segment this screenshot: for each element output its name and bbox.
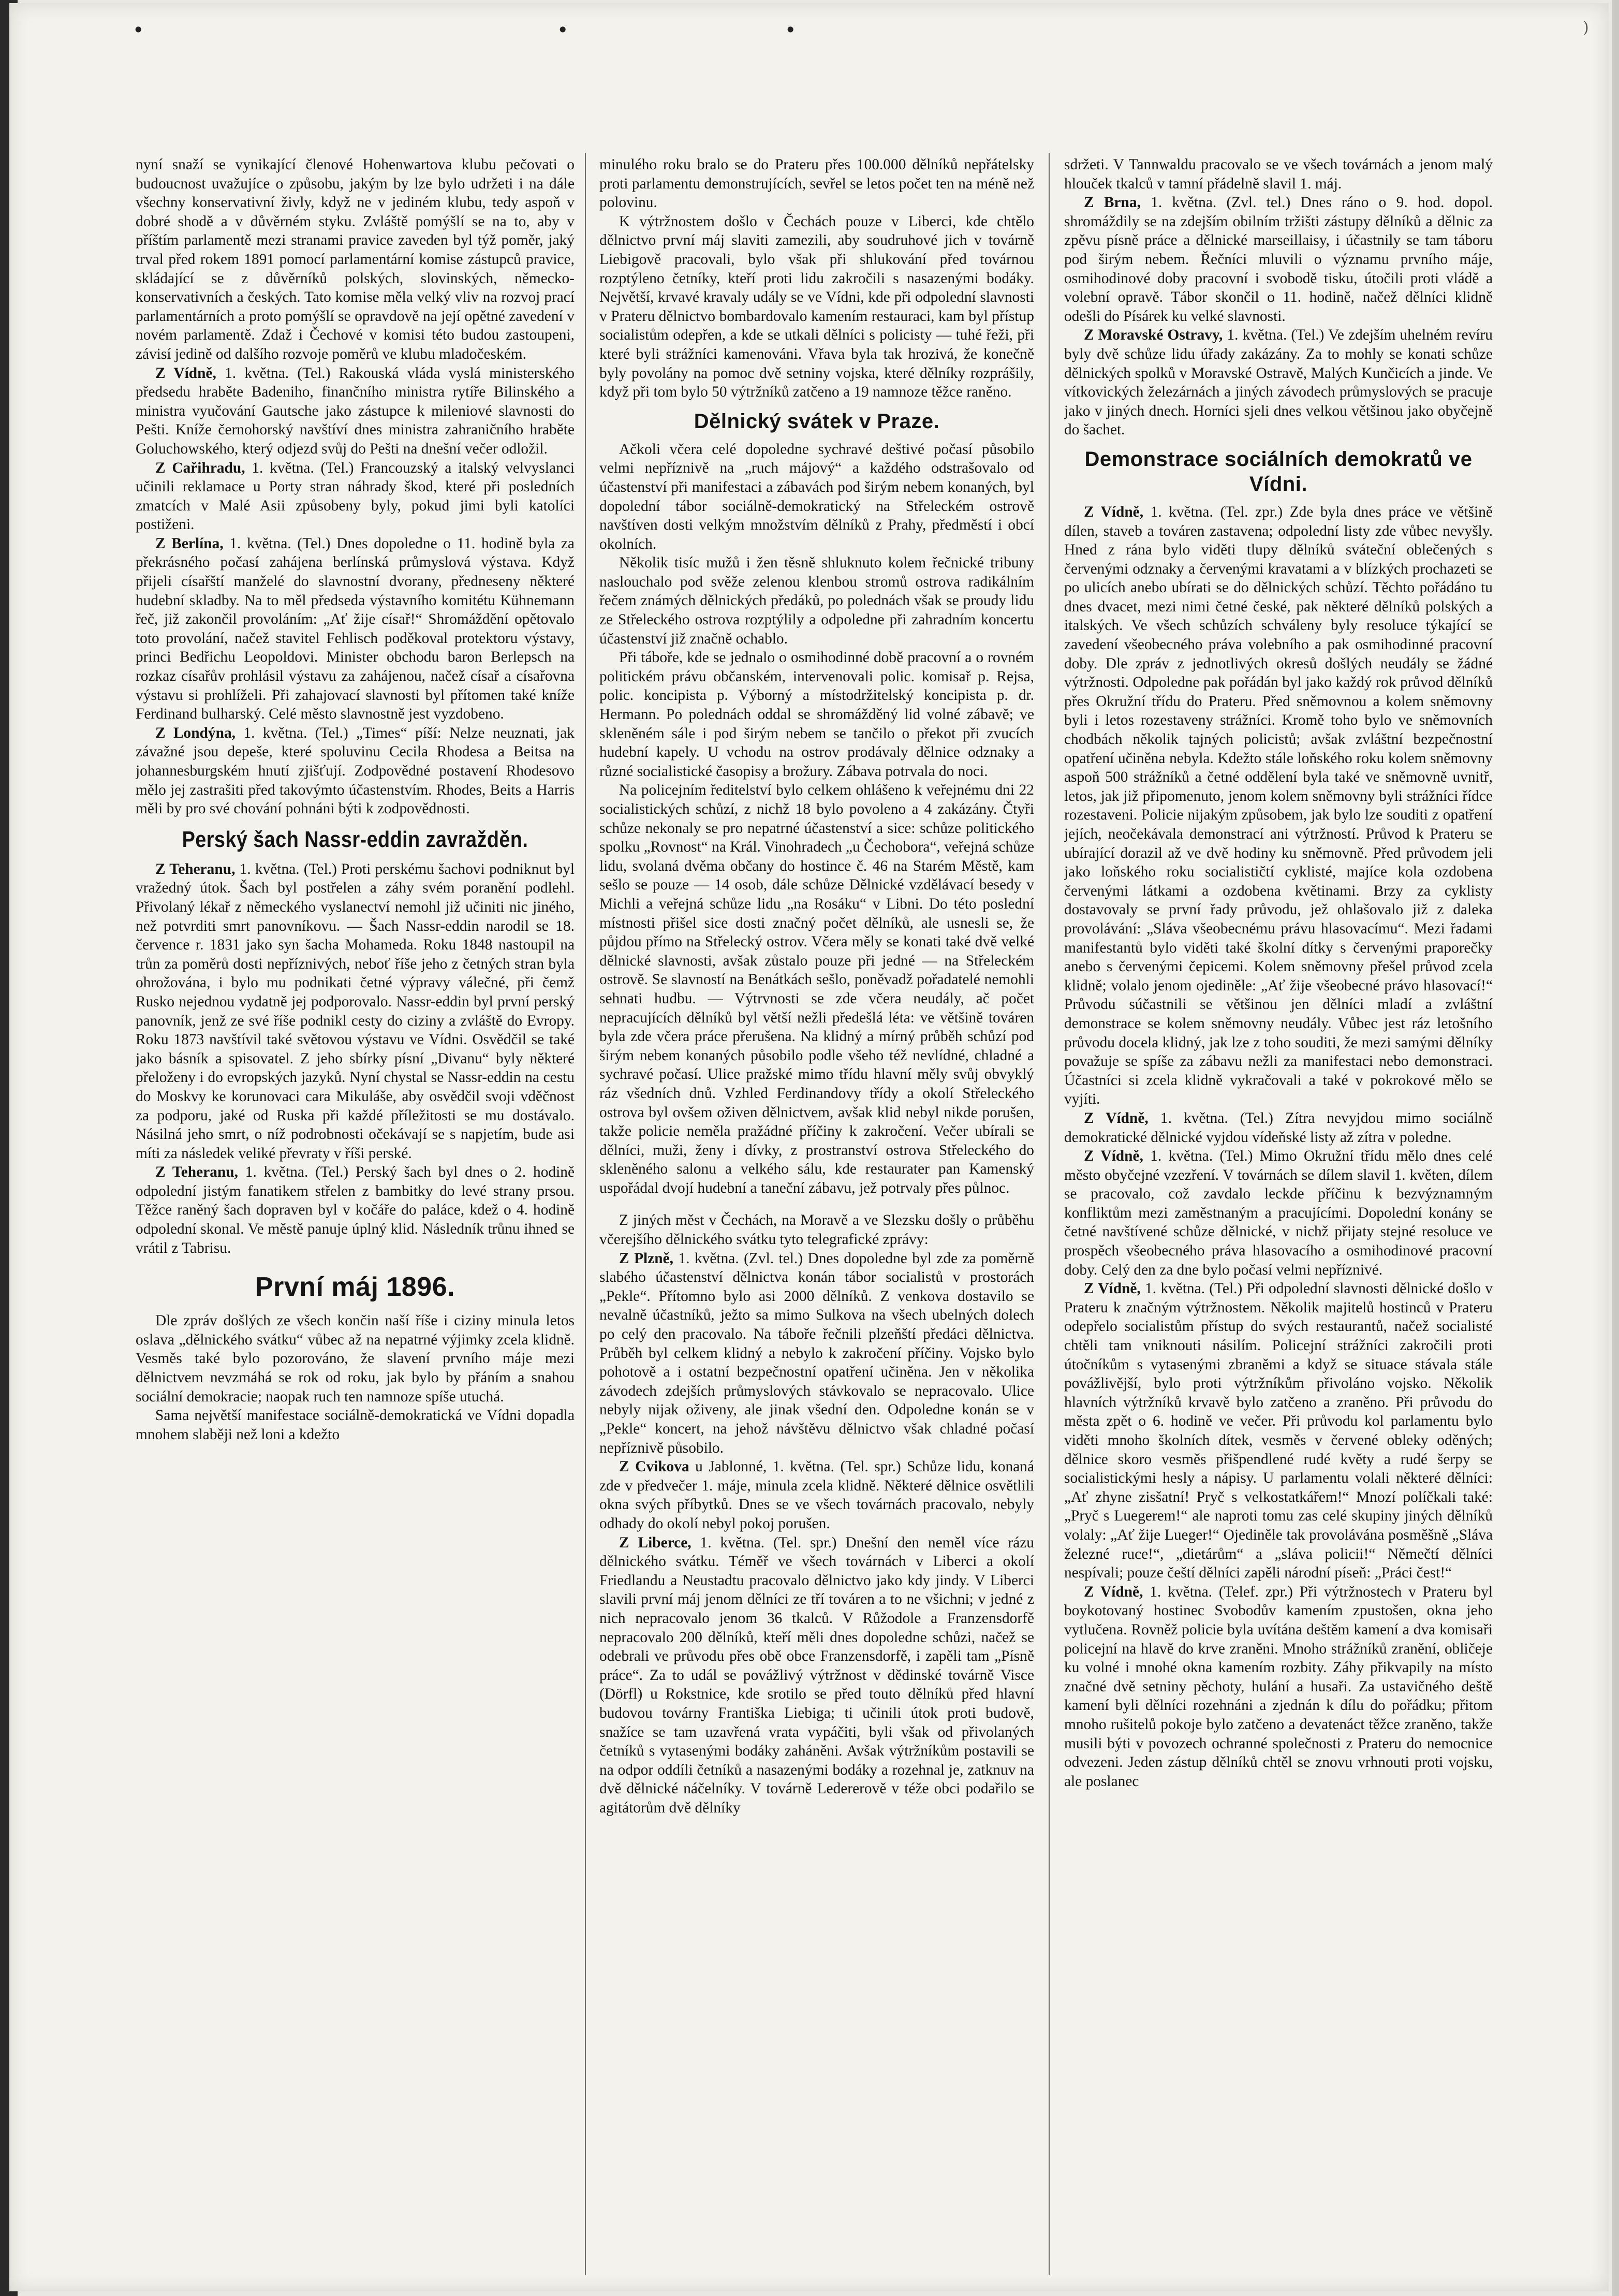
news-item (1064, 326, 1493, 440)
news-item (1064, 1109, 1493, 1147)
dateline: Z Cařihradu, (155, 459, 245, 476)
article-paragraph: Na policejním ředitelství bylo celkem ohlášeno k veřejnému dni 22 socialistických schůzí, z nichž 18 bylo povoleno a 4 zakázány. Čtyři schůze nekonaly se pro nepatrné účastenství a sice: schůze politického spolku „Rovnost“ na Král. Vinohradech „u Čechoborа“, veřejná schůze lidu, svolaná dvěma občany do hostince č. 46 na Starém Městě, kam sešlo se pouze — 14 osob, dále schůze Dělnické vzdělávací besedy v Michli a veřejná schůze lidu „na Rosáku“ v Libni. Do této poslední místnosti přišel sice dosti značný počet dělníků, ale usnesli se, že půjdou přímo na Střelecký ostrov. Včera měly se konati také dvě velké dělnické slavnosti, avšak zůstalo pouze při jedné — na Střeleckém ostrově. Se slavností na Benátkách sešlo, poněvadž pořadatelé nemohli sehnati hudbu. — Výtrvnosti se zde včera neudály, ač počet nepracujících dělníků byl větší nežli předešlá léta: ve většině továren byla zde včera práce přerušena. Na klidný a mírný průběh schůzí pod širým nebem konaných působilo podle všeho též nevlídné, chladné a sychravé počasí. Ulice pražské mimo třídu hlavní měly svůj obvyklý ráz všedních dnů. Vzhled Ferdinandovy třídy a okolí Střeleckého ostrova byl ovšem oživen dělnictvem, avšak klid nebyl nikde porušen, takže policie neměla pražádné příčiny k zakročení. Večer ubírali se dělníci, muži, ženy i dívky, z prostranství ostrova Střeleckého do skleněného salonu a velkého sálu, kde restaurater pan Kamenský uspořádal dvojí hudební a taneční zábavu, jež potrvaly přes půlnoc. (599, 782, 1034, 1196)
news-text: 1. května. (Tel.) Perský šach byl dnes o 2. hodině odpolední jistým fanatikem střelen z bambitky do levé strany prsou. Těžce raněný šach dopraven byl v kočáře do paláce, kdež o 4. hodině odpolední skonal. Ve městě panuje úplný klid. Následník trůnu ihned se vrátil z Tabrisu. (136, 1164, 575, 1256)
news-text: 1. května. (Tel.) Rakouská vláda vyslá ministerského předsedu hraběte Badeniho, finančního ministra rytíře Bilinského a ministra vyučování Gautsche jako zástupce k mileniové slavnosti do Pešti. Kníže černohorský navštíví dnes ministra zahraničního hraběte Goluchowského, který odjezd svůj do Pešti na dnešní večer odložil. (136, 364, 575, 457)
column-rule (1049, 153, 1050, 2275)
news-text: 1. května. (Telef. zpr.) Při výtržnostech v Prateru byl boykotovaný hostinec Svobodův kamením zpustošen, okna jeho vytlučena. Rovněž policie byla uvítána deštěm kamení a dva komisaři policejní na hlavě do krve zraněni. Mnoho strážníků zranění, obličeje ku volné i mnohé okna kamením rozbity. Záhy přikvapily na místo značné dvě setniny pěchoty, hulání a husaři. Za ustavičného deště kamení byli dělníci rozehnáni a zjednán k dílu do pořádku; přitom mnoho rušitelů pokoje bylo zatčeno a devatenáct těžce zraněno, takže musili býti v povozech ochranné společnosti z Prateru do nemocnice odvezeni. Jeden zástup dělníků chtěl se znovu vrhnouti proti vojsku, ale poslanec (1064, 1583, 1493, 1790)
scan-right-edge (1612, 0, 1619, 2296)
dateline: Z Brna, (1084, 194, 1141, 211)
punch-mark: • (557, 19, 569, 41)
news-item (136, 534, 575, 724)
news-text: 1. května. (Tel.) Dnes dopoledne o 11. hodině byla za překrásného počasí zahájena berlínská průmyslová výstava. Když přijeli císařští manželé do slavnostní dvorany, předneseny některé hudební skladby. Na to měl předseda výstavního komitétu Kühnemann řeč, již zakončil provoláním: „Ať žije císař!“ Shromáždění opětovalo toto provolání, načež stavitel Fehlisch poděkoval protektoru výstavy, princi Bedřichu Leopoldovi. Minister obchodu baron Berlepsch na rozkaz císařův prohlásil výstavu za zahájenou, načež císař a císařovna výstavu si prohlíželi. Při zahajovací slavnosti byl přítomen také kníže Ferdinand bulharský. Celé město slavnostně jest vyzdobeno. (136, 535, 575, 723)
news-item (136, 459, 575, 534)
dateline: Z Vídně, (1084, 503, 1144, 520)
news-text: 1. května. (Tel.) Zítra nevyjdou mimo sociálně demokratické dělnické vyjdou vídeňské listy až zítra v poledne. (1064, 1109, 1493, 1146)
headline-shah: Perský šach Nassr-eddin zavražděn. (182, 826, 528, 852)
article-paragraph: sdržeti. V Tannwaldu pracovalo se ve všech továrnách a jenom malý hlouček tkalců v tamní přádelně slavil 1. máj. (1064, 156, 1493, 192)
news-item (1064, 1147, 1493, 1279)
dateline: Z Londýna, (155, 724, 236, 741)
dateline: Z Vídně, (155, 364, 216, 382)
dateline: Z Plzně, (619, 1250, 673, 1267)
news-item (136, 1163, 575, 1257)
news-text: 1. května. (Tel.) Mimo Okružní třídu mělo dnes celé město obyčejné vzezření. V továrnách se dílem slavil 1. květen, dílem se pracovalo, což zavdalo leckde příčinu k bezvýznamným konfliktům mezi zaměstnaným a pracujícími. Dopolední konány se četné navštívené schůze dělnické, v nichž přijaty stejné resoluce ve prospěch všeobecného práva hlasovacího a osmihodinové pracovní doby. Celý den za dne bylo počasí velmi nepříznivé. (1064, 1148, 1493, 1278)
news-text: 1. května. (Tel. spr.) Dnešní den neměl více rázu dělnického svátku. Téměř ve všech továrnách v Liberci a okolí Friedlandu a Neustadtu pracovalo dělnictvo jako kdy jindy. V Liberci slavili první máj jenom dělníci ze tří továren a to ne všichni; v jedné z nich nepracovalo jenom 36 tkalců. V Růžodole a Franzensdorfě nepracovalo 200 dělníků, kteří měli dnes dopoledne schůzi, načež se odebrali ve průvodu přes obě obce Franzensdorfě, i zapěli tam „Písně práce“. Za to udál se povážlivý výtržnost v dědinské továrně Visce (Dörfl) u Rokstnice, kde srotilo se před touto dělníků před hlavní budovou továrny Františka Liebiga; ti učinili útok proti budově, snažíce se tam uzavřená vrata vypáčiti, byli však od přivolaných četníků s vytasenými bodáky zaháněni. Avšak výtržníkům postavili se na odpor oddíli četníků a nasazenými bodáky a rozehnal je, zatknuv na dvě dělnické náčelníky. V továrně Ledererově v téže obci podařilo se agitátorům dvě dělníky (599, 1534, 1034, 1816)
news-text: 1. května. (Tel.) Proti perskému šachovi podniknut byl vražedný útok. Šach byl postřelen a záhy svém poranění podlehl. Přivolaný lékař z německého vyslanectví nemohl již učiniti nic jiného, než potvrditi smrt panovníkovu. — Šach Nassr-eddin narodil se 18. července r. 1831 jako syn šacha Mohameda. Roku 1848 nastoupil na trůn za poměrů dosti nepříznivých, neboť říše jeho z četných stran byla ohrožována, i bylo mu podnikati četné výpravy válečné, při čemž Rusko nejednou vydatně jej podporovalo. Nassr-eddin byl první perský panovník, jenž ze své říše podnikl cesty do ciziny a zvláště do Evropy. Roku 1873 navštívil také světovou výstavu ve Vídni. Osvědčil se také jako básník a spisovatel. Z jeho sbírky písní „Divanu“ byly některé přeloženy i do evropských jazyků. Nyní chystal se Nassr-eddin na cestu do Moskvy ke korunovaci cara Mikuláše, aby osvědčil svoji vděčnost za podporu, jaké od Ruska při každé příležitosti se mu dostávalo. Násilná jeho smrt, o níž podrobnosti očekávají se s napjetím, bude asi míti za následek veliké převraty v říši perské. (136, 860, 575, 1162)
news-item (1064, 193, 1493, 326)
dateline: Z Moravské Ostravy, (1084, 327, 1223, 344)
dateline: Z Berlína, (155, 535, 224, 552)
news-text: u Jablonné, 1. května. (Tel. spr.) Schůze lidu, konaná zde v předvečer 1. máje, minula zcela klidně. Některé dělnice osvětlili okna svých příbytků. Dnes se ve všech továrnách pracovalo, nebyly odhady do okolí nebyl pokoj porušen. (599, 1458, 1034, 1532)
dateline: Z Vídně, (1084, 1109, 1149, 1127)
article-paragraph: Několik tisíc mužů i žen těsně shluknuto kolem řečnické tribuny naslouchalo pod svěže zelenou klenbou stromů ostrova radikálním řečem známých dělnických předáků, po polednách však se proudy lidu ze Střeleckého ostrova rozptýlily a odpoledne při zahradním koncertu účastenství již značně ochablo. (599, 554, 1034, 647)
section-gap (599, 1197, 1034, 1211)
news-text: 1. května. (Tel.) „Times“ píší: Nelze neuznati, jak závažné jsou depeše, které spoluvinu Cecila Rhodesa a Beitsa na johannesburgském hnutí zjišťují. Zodpovědné postavení Rhodesovo mělo jej zastrašiti před takovýmto účastenstvím. Rhodes, Beits a Harris měli by pro své chování pohnáni býti k zodpovědnosti. (136, 724, 575, 817)
corner-mark: ) (1583, 19, 1589, 37)
punch-mark: • (785, 19, 797, 41)
column-3 (1064, 155, 1493, 2278)
news-item (599, 1457, 1034, 1533)
news-text: 1. května. (Zvl. tel.) Dnes ráno o 9. hod. dopol. shromáždily se na zdejším obilním tržišti zástupy dělníků a dělnic za zpěvu písně práce a dělnické marseillaisy, i účastnily se tam táboru pod širým nebem. Řečníci mluvili o významu prvního máje, osmihodinové doby pracovní i svobodě tisku, útočili proti vládě a volební opravě. Tábor skončil o 11. hodině, načež dělníci klidně odešli do Písárek ku velké slavnosti. (1064, 194, 1493, 325)
news-item (136, 364, 575, 459)
dateline: Z Teheranu, (155, 1164, 238, 1181)
news-item (599, 1249, 1034, 1458)
news-item (599, 1533, 1034, 1818)
news-text: 1. května. (Tel.) Ve zdejším uhelném revíru byly dvě schůze lidu úřady zakázány. Za to mohly se konati schůze dělnických spolků v Moravské Ostravě, Malých Kunčicích a jinde. Ve vítkovických železárnách a jiných závodech průmyslových se pracuje jako v jiných dnech. Horníci sjeli dnes velkou většinou jako obyčejně do šachet. (1064, 327, 1493, 438)
headline-prague: Dělnický svátek v Praze. (694, 410, 940, 433)
article-paragraph: minulého roku bralo se do Prateru přes 100.000 dělníků nepřátelsky proti parlamentu demonstrujících, sevřel se letos počet ten na méně než polovinu. (599, 156, 1034, 211)
news-text: 1. května. (Tel.) Při odpolední slavnosti dělnické došlo v Prateru k značným výtržnostem. Několik majitelů hostinců v Prateru odepřelo socialistům přístup do svých restaurantů, načež socialisté chtěli tam vniknouti násilím. Policejní strážníci zakročili proti útočníkům s vytasenými zbraněmi a když se situace stávala stále povážlivější, bylo proti výtržníkům přivoláno vojsko. Několik hlavních výtržníků krvavě bylo zatčeno a zraněno. Při průvodu do města zpět o 6. hodině ve večer. Při průvodu kol parlamentu bylo viděti mnoho školních dítek, vesměs v červené obleky oděných; dělnice skoro vesměs přišpendlené rudé květy a rudé šerpy se socialistickými hesly a nápisy. U parlamentu volali některé dělníci: „Ať zhyne zisšatní! Pryč s velkostatkářem!“ Mnozí políčkali také: „Pryč s Luegerem!“ ale naproti tomu zas celé skupiny jiných dělníků volaly: „Ať žije Lueger!“ Ojediněle tak provolávána posměšně „Sláva železné ruce!“, „dietárům“ a „sláva policii!“ Němečtí dělníci nespívali; pouze čeští dělníci zapěli národní píseň: „Práci čest!“ (1064, 1280, 1493, 1582)
dateline: Z Cvikova (619, 1458, 689, 1475)
column-1 (136, 155, 575, 2278)
news-item (136, 724, 575, 818)
dateline: Z Vídně, (1084, 1280, 1141, 1297)
page-top-marks (9, 19, 1609, 50)
news-text: 1. května. (Tel. zpr.) Zde byla dnes práce ve většině dílen, staveb a továren zastavena; odpolední listy zde vůbec nevyšly. Hned z rána bylo viděti tlupy dělníků sváteční oblečených s červenými odznaky a červenými kravatami a v blízkých prochazeti se po ulicích anebo ubírati se do dělnických schůzí. Těchto pořádáno tu dnes dvacet, mezi nimi četné české, pak některé dělníků polských a italských. Ve všech schůzích schváleny byly resoluce týkající se zavedení všeobecného práva volebního a pak osmihodinné pracovní doby. Dle zpráv z jednotlivých okresů došlých neudály se žádné výtržnosti. Odpoledne pak pořádán byl jako každý rok průvod dělníků přes Okružní třídu do Prateru. Před sněmovnou a kolem sněmovny byli i letos rozestaveny strážníci. Kromě toho bylo ve sněmovních chodbách několik tajných policistů; avšak zvláštní bezpečnostní opatření učiněna nebyla. Kdežto stále loňského roku kolem sněmovny aspoň 500 strážníků a četné oddělení byla také ve sněmovně uvnitř, letos, jak již připomenuto, jenom kolem sněmovny byli strážníci řídce rozestaveni. Policie nijakým způsobem, jak bylo lze souditi z opatření jejích, neočekávala demonstrací ani výtržností. Průvod k Prateru se ubírající dorazil až ve dvě hodiny ku sněmovně. Před průvodem jeli jako loňského roku socialističtí cyklisté, majíce kola ozdobena červenými látkami a ozdobena květinami. Brzy za cyklisty dostavovaly se první řady průvodu, jež ohlašovalo již z daleka provolávání: „Sláva všeobecnému právu hlasovacímu“. Mezi řadami manifestantů bylo viděti také školní dítky s červenými praporečky anebo s červenými čepicemi. Kolem sněmovny přešel průvod zcela klidně; volalo jenom ojediněle: „Ať žije všeobecné právo hlasovací!“ Průvodu súčastnili se většinou jen dělníci mladí a zvláštní demonstrace se kolem sněmovny neudály. Vůbec jest ráz letošního průvodu docela klidný, jak lze z toho souditi, že mezi samými dělníky považuje se spíše za zábavu nežli za manifestaci nebo demonstraci. Účastníci si zcela klidně vykračovali a také v pokrokové mělo se vyjíti. (1064, 503, 1493, 1108)
news-item (1064, 1583, 1493, 1791)
article-paragraph: Sama největší manifestace sociálně-demokratická ve Vídni dopadla mnohem slaběji než loni a kdežto (136, 1407, 575, 1443)
headline-may-day: První máj 1896. (255, 1272, 455, 1303)
punch-mark: • (133, 19, 144, 41)
article-paragraph: nyní snaží se vynikající členové Hohenwartova klubu pečovati o budoucnost uvažujíce o způsobu, jakým by lze bylo udržeti i na dále všechny konservativní živly, když ne v jediném klubu, tedy aspoň v dobré shodě a v důvěrném styku. Zvláště pomýšlí se na to, aby v příštím parlamentě mezi stranami pravice zaveden byl týž poměr, jaký trval před rokem 1891 pomocí parlamentární komise zástupců pravice, skládající se z důvěrníků polských, slovinských, německo-konservativních a českých. Tato komise měla velký vliv na rozvoj prací parlamentárních a proto pomýšlí se opravdově na její opětné zavedení v novém parlamentě. Zdaž i Čechové v komisi této budou zastoupeni, závisí jedině od dalšího rozvoje poměrů ve klubu mladočeském. (136, 156, 575, 362)
dateline: Z Teheranu, (155, 860, 236, 878)
news-item (1064, 1279, 1493, 1583)
dateline: Z Vídně, (1084, 1583, 1143, 1600)
news-item (136, 860, 575, 1163)
news-text: 1. května. (Tel.) Francouzský a italský velvyslanci učinili reklamace u Porty stran náhrady škod, které při posledních zmatcích v Malé Asii způsobeny byly, pokud jimi byli katolíci postiženi. (136, 459, 575, 533)
article-paragraph: Ačkoli včera celé dopoledne sychravé deštivé počasí působilo velmi nepříznivě na „ruch májový“ a každého odstrašovalo od účastenství při manifestaci a zábavách pod širým nebem konaných, byl dopolední tábor sociálně-demokratický na Střeleckém ostrově navštíven dosti velkým množstvím dělníků z Prahy, předměstí i obcí okolních. (599, 441, 1034, 552)
article-paragraph: Z jiných měst v Čechách, na Moravě a ve Slezsku došly o průběhu včerejšího dělnického svátku tyto telegrafické zprávy: (599, 1212, 1034, 1248)
column-2 (599, 155, 1034, 2278)
column-rule (585, 153, 586, 2275)
dateline: Z Vídně, (1084, 1148, 1143, 1165)
article-paragraph: K výtržnostem došlo v Čechách pouze v Liberci, kde chtělo dělnictvo první máj slaviti zamezili, aby soudruhové jich v továrně Liebigově pracovali, bylo však při shlukování před továrnou rozptýleno četníky, kteří proti lidu zakročili s nasazenými bodáky. Největší, krvavé kravaly udály se ve Vídni, kde při odpolední slavnosti v Prateru dělnictvo bombardovalo kamením restauraci, kam byl přístup socialistům odepřen, a kde se utkali dělníci s policisty — tuhé řeži, při které byli strážníci kamenováni. Vřava byla tak hrozivá, že konečně byly povolány na pomoc dvě setniny vojska, které dělníky rozprášily, když při tom bylo 50 výtržníků zatčeno a 19 namnoze těžce raněno. (599, 213, 1034, 401)
dateline: Z Liberce, (619, 1534, 691, 1551)
article-paragraph: Při táboře, kde se jednalo o osmihodinné době pracovní a o rovném politickém právu občanském, intervenovali polic. komisař p. Rejsa, polic. koncipista p. Výborný a místodržitelský koncipista p. dr. Hermann. Po polednách oddal se shromážděný lid volné zábavě; ve skleněném sále i pod širým nebem se tančilo o překot při zvucích hudební kapely. U vchodu na ostrov prodávaly dělnice odznaky a různé socialistické časopisy a brožury. Zábava potrvala do noci. (599, 649, 1034, 780)
news-item (1064, 503, 1493, 1109)
article-paragraph: Dle zpráv došlých ze všech končin naší říše i ciziny minula letos oslava „dělnického svátku“ vůbec až na nepatrné výjimky zcela klidně. Vesměs také bylo pozorováno, že slavení prvního máje mezi dělnictvem nevzmáhá se rok od roku, jak bylo by přáním a snahou sociální demokracie; naopak ruch ten namnoze spíše utuchá. (136, 1312, 575, 1405)
news-text: 1. května. (Zvl. tel.) Dnes dopoledne byl zde za poměrně slabého účastenství dělnictva konán tábor socialistů v prostorách „Pekle“. Přítomno bylo asi 2000 dělníků. Z venkova dostavilo se nevalně účastníků, ježto sa mimo Sulkova na všech ubelných dolech po celý den pracovalo. Na táboře řečnili plzeňští předáci dělnictva. Průběh byl celkem klidný a nebylo k zakročení příčiny. Vojsko bylo pohotově a i ostatní bezpečnostní opatření učiněna. Jen v několika závodech zdejších průmyslových stávkovalo se nepracovalo. Ulice nebyly nijak oživeny, ale jinak všední den. Odpoledne konán se v „Pekle“ koncert, na jehož návštěvu dělnictvo však chladné počasí nepříznivě působilo. (599, 1250, 1034, 1456)
headline-demonstration: Demonstrace sociálních demokratů ve Vídni. (1084, 447, 1473, 495)
